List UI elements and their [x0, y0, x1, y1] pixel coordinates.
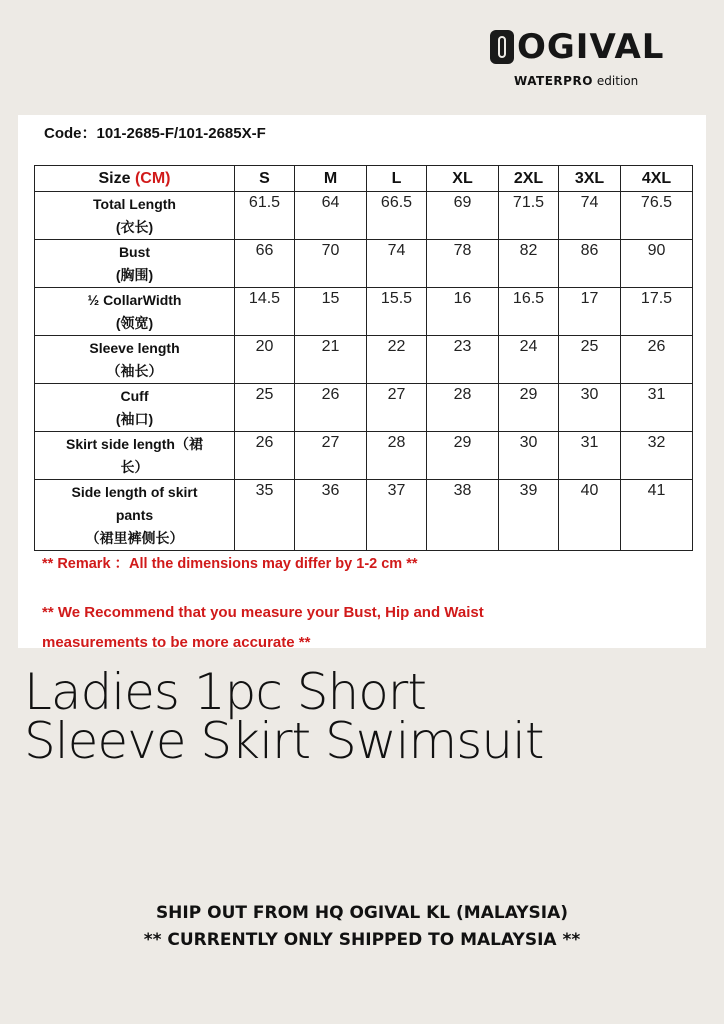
table-cell: 61.5 [235, 192, 295, 240]
table-cell: 30 [499, 432, 559, 480]
brand-subline [514, 74, 638, 88]
table-row [35, 192, 693, 240]
foot-logo-icon [490, 30, 514, 64]
table-cell: 66.5 [367, 192, 427, 240]
row-label-en-2: pants [115, 507, 154, 523]
table-cell: 15 [295, 288, 367, 336]
header-size-3xl: 3XL [559, 166, 621, 192]
table-cell: 78 [427, 240, 499, 288]
row-label-cn: (衣长) [115, 219, 154, 235]
table-cell: 28 [427, 384, 499, 432]
table-cell: 74 [559, 192, 621, 240]
table-cell: 22 [367, 336, 427, 384]
brand-sub-bold: WATERPRO [514, 74, 593, 88]
table-cell: 20 [235, 336, 295, 384]
remark-note: ** Remark ：All the dimensions may differ by 1-2 cm ** [42, 556, 418, 572]
table-cell: 38 [427, 480, 499, 551]
table-row [35, 288, 693, 336]
recommend-note: ** We Recommend that you measure your Bust, Hip and Waist measurements to be more accurate ** [42, 604, 484, 651]
product-title [24, 663, 704, 770]
size-chart-card [18, 115, 706, 651]
table-cell: 70 [295, 240, 367, 288]
table-header-row [35, 166, 693, 192]
table-cell: 25 [559, 336, 621, 384]
row-label [35, 192, 235, 240]
brand-sub-edition: edition [596, 74, 639, 88]
row-label-cn: （裙里裤侧长） [85, 530, 184, 546]
header-size-2xl: 2XL [499, 166, 559, 192]
header-size-l: L [367, 166, 427, 192]
row-label [35, 240, 235, 288]
table-cell: 66 [235, 240, 295, 288]
table-cell: 23 [427, 336, 499, 384]
table-cell: 41 [621, 480, 693, 551]
table-cell: 32 [621, 432, 693, 480]
table-cell: 15.5 [367, 288, 427, 336]
table-cell: 26 [235, 432, 295, 480]
table-cell: 30 [559, 384, 621, 432]
row-label [35, 432, 235, 480]
header-size-xl: XL [427, 166, 499, 192]
table-cell: 26 [295, 384, 367, 432]
table-cell: 21 [295, 336, 367, 384]
table-cell: 24 [499, 336, 559, 384]
table-cell: 25 [235, 384, 295, 432]
row-label-cn: (袖口) [115, 411, 154, 427]
size-table [34, 165, 693, 551]
row-label [35, 384, 235, 432]
table-cell: 27 [367, 384, 427, 432]
table-cell: 40 [559, 480, 621, 551]
table-cell: 76.5 [621, 192, 693, 240]
header-unit: (CM) [134, 169, 171, 187]
row-label-en: ½ CollarWidth [87, 292, 182, 308]
header-size-s: S [235, 166, 295, 192]
table-cell: 90 [621, 240, 693, 288]
table-cell: 17 [559, 288, 621, 336]
shipping-notice [0, 900, 724, 954]
table-row [35, 384, 693, 432]
table-row [35, 432, 693, 480]
header-size [35, 166, 235, 192]
table-cell: 28 [367, 432, 427, 480]
table-cell: 71.5 [499, 192, 559, 240]
row-label [35, 288, 235, 336]
row-label-cn: 长） [120, 459, 149, 475]
row-label-en: Side length of skirt [71, 484, 198, 500]
row-label-en: Skirt side length（裙 [66, 436, 203, 452]
table-cell: 35 [235, 480, 295, 551]
table-cell: 29 [499, 384, 559, 432]
row-label-en: Cuff [120, 388, 149, 404]
product-title-line1: Ladies 1pc Short [24, 663, 426, 721]
table-cell: 37 [367, 480, 427, 551]
row-label [35, 336, 235, 384]
table-cell: 26 [621, 336, 693, 384]
table-cell: 36 [295, 480, 367, 551]
brand-name: OGIVAL [517, 27, 665, 67]
table-row [35, 336, 693, 384]
table-cell: 16.5 [499, 288, 559, 336]
table-cell: 14.5 [235, 288, 295, 336]
shipping-line1: SHIP OUT FROM HQ OGIVAL KL (MALAYSIA) [155, 903, 569, 923]
table-cell: 64 [295, 192, 367, 240]
table-row [35, 480, 693, 551]
logo-main [490, 27, 665, 67]
header-size-m: M [295, 166, 367, 192]
row-label-en: Sleeve length [89, 340, 180, 356]
table-cell: 69 [427, 192, 499, 240]
table-cell: 31 [559, 432, 621, 480]
row-label-en: Bust [118, 244, 151, 260]
product-code: Code：101-2685-F/101-2685X-F [44, 125, 266, 142]
row-label [35, 480, 235, 551]
table-row [35, 240, 693, 288]
table-cell: 39 [499, 480, 559, 551]
table-cell: 86 [559, 240, 621, 288]
table-cell: 17.5 [621, 288, 693, 336]
row-label-en: Total Length [93, 196, 176, 212]
header-size-4xl: 4XL [621, 166, 693, 192]
table-cell: 82 [499, 240, 559, 288]
row-label-cn: （袖长） [106, 363, 163, 379]
table-cell: 31 [621, 384, 693, 432]
table-cell: 27 [295, 432, 367, 480]
row-label-cn: (胸围) [115, 267, 154, 283]
header-size-label: Size [98, 169, 131, 187]
table-cell: 29 [427, 432, 499, 480]
brand-logo [490, 27, 680, 92]
shipping-line2: ** CURRENTLY ONLY SHIPPED TO MALAYSIA ** [143, 930, 581, 950]
row-label-cn: (领宽) [115, 315, 154, 331]
product-title-line2: Sleeve Skirt Swimsuit [24, 712, 544, 770]
table-cell: 74 [367, 240, 427, 288]
table-cell: 16 [427, 288, 499, 336]
